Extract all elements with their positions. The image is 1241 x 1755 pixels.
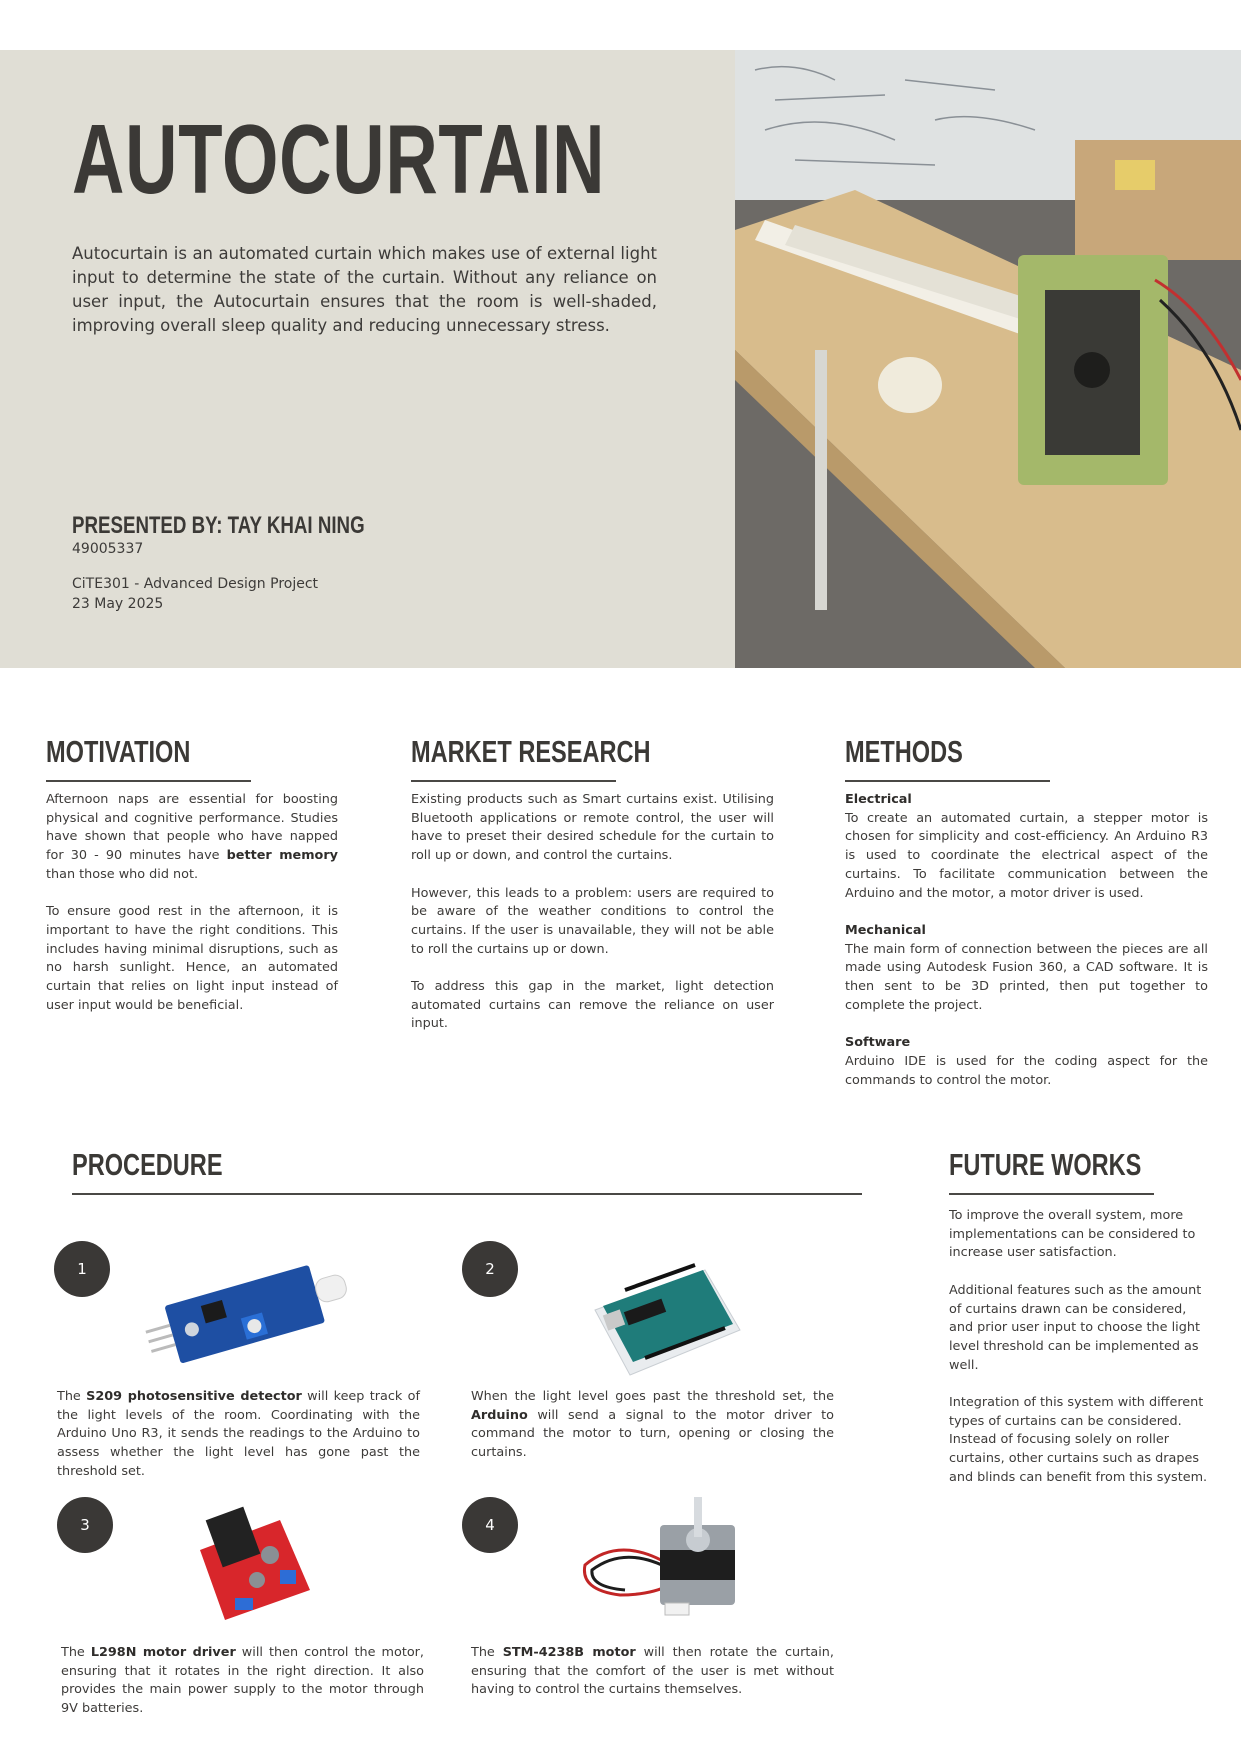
motor-driver-image: [185, 1500, 315, 1625]
prototype-photo-illustration: [735, 50, 1241, 668]
market-research-text: Existing products such as Smart curtains exist. Utilising Bluetooth applications or remote control, the user will have to preset their desired schedule for the curtain to roll up or down, and control the curtains. However, this leads to a problem: users are required to be aware of the weather conditions to control the curtains. If the user is unavailable, they will not be able to roll the curtains up or down. To address this gap in the market, light detection automated curtains can remove the reliance on user input.: [411, 792, 774, 1032]
electrical-text: To create an automated curtain, a stepper motor is chosen for simplicity and cost-efficiency. An Arduino R3 is used to coordinate the electrical aspect of the curtains. To facilitate communication between the Arduino and the motor, a motor driver is used.: [845, 810, 1208, 901]
future-works-heading: FUTURE WORKS: [949, 1147, 1142, 1182]
software-text: Arduino IDE is used for the coding aspect for the commands to control the motor.: [845, 1053, 1208, 1088]
presentation-date: 23 May 2025: [72, 596, 164, 612]
presenter-name: PRESENTED BY: TAY KHAI NING: [72, 512, 365, 539]
motivation-text: Afternoon naps are essential for boosting physical and cognitive performance. Studies have shown that people who have napped for 30 - 90 minutes have better memory than those who did not. To ensure good rest in the afternoon, it is important to have the right conditions. This includes having minimal disruptions, such as no harsh sunlight. Hence, an automated curtain that relies on light input instead of user input would be beneficial.: [46, 792, 338, 1013]
stepper-motor-image: [580, 1495, 755, 1620]
methods-text: [845, 791, 1208, 1109]
procedure-heading: PROCEDURE: [72, 1147, 223, 1182]
software-label: Software: [845, 1035, 911, 1051]
market-research-heading: MARKET RESEARCH: [411, 734, 651, 769]
mechanical-text: The main form of connection between the pieces are all made using Autodesk Fusion 360, a CAD software. It is then sent to be 3D printed, then put together to complete the project.: [845, 941, 1208, 1013]
arduino-board-image: [585, 1250, 745, 1380]
motivation-rule: [46, 780, 251, 782]
mechanical-label: Mechanical: [845, 922, 926, 938]
step-4-text: The STM-4238B motor will then rotate the curtain, ensuring that the comfort of the user is met without having to control the curtains themselves.: [471, 1645, 834, 1698]
future-works-rule: [949, 1193, 1154, 1195]
motivation-heading: MOTIVATION: [46, 734, 191, 769]
step-4-badge: 4: [462, 1497, 518, 1553]
step-1-badge: 1: [54, 1241, 110, 1297]
step-2-badge: 2: [462, 1241, 518, 1297]
prototype-photo: [735, 50, 1241, 668]
poster-title: AUTOCURTAIN: [72, 104, 606, 214]
step-1-text: The S209 photosensitive detector will keep track of the light levels of the room. Coordinating with the Arduino Uno R3, it sends the readings to the Arduino to assess whether the light level has gone past the threshold set.: [57, 1389, 420, 1479]
photosensitive-detector-image: [145, 1255, 375, 1370]
intro-paragraph: Autocurtain is an automated curtain which makes use of external light input to determine the state of the curtain. Without any reliance on user input, the Autocurtain ensures that the room is well-shaded, improving overall sleep quality and reducing unnecessary stress.: [72, 244, 657, 335]
step-2-text: When the light level goes past the threshold set, the Arduino will send a signal to the motor driver to command the motor to turn, opening or closing the curtains.: [471, 1389, 834, 1461]
electrical-label: Electrical: [845, 792, 912, 807]
course-name: CiTE301 - Advanced Design Project: [72, 576, 319, 592]
market-research-rule: [411, 780, 616, 782]
step-3-badge: 3: [57, 1497, 113, 1553]
methods-rule: [845, 780, 1050, 782]
procedure-rule: [72, 1193, 862, 1195]
future-works-text: To improve the overall system, more implementations can be considered to increase user satisfaction. Additional features such as the amount of curtains drawn can be considered, and prior user input to choose the light level threshold can be implemented as well. Integration of this system with different types of curtains can be considered. Instead of focusing solely on roller curtains, other curtains such as drapes and blinds can benefit from this system.: [949, 1208, 1208, 1485]
methods-heading: METHODS: [845, 734, 963, 769]
student-id: 49005337: [72, 541, 144, 557]
step-3-text: The L298N motor driver will then control the motor, ensuring that it rotates in the right direction. It also provides the main power supply to the motor through 9V batteries.: [61, 1645, 424, 1717]
